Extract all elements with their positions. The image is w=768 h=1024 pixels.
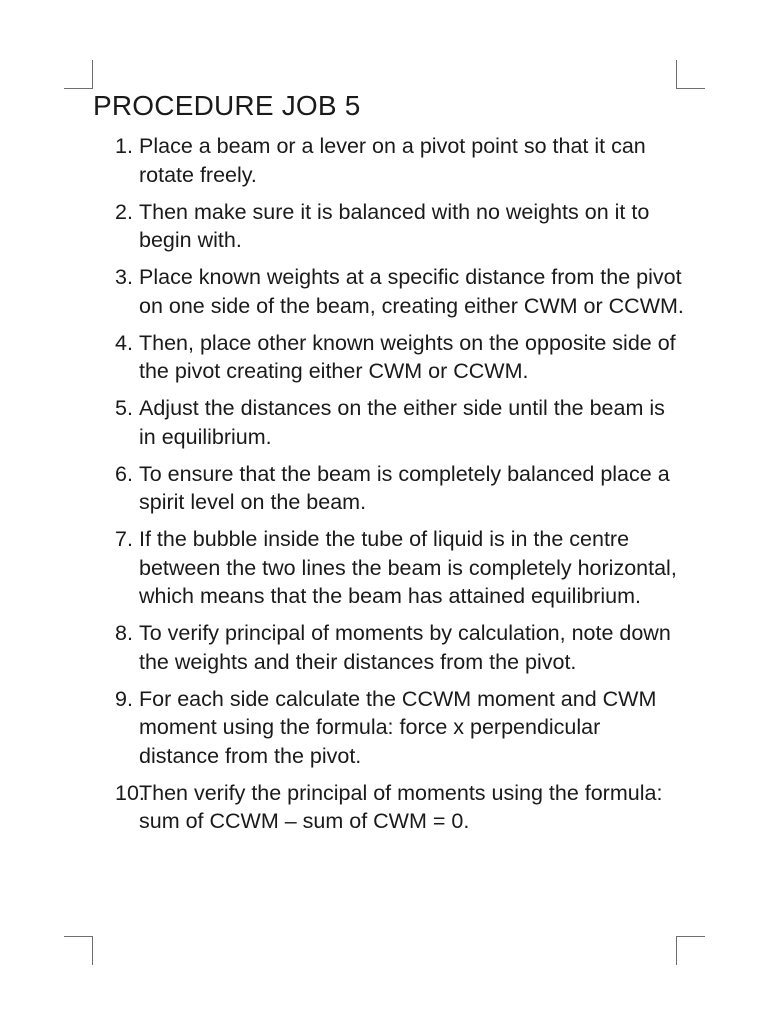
page-title: PROCEDURE JOB 5 <box>93 90 361 121</box>
procedure-step <box>115 460 685 517</box>
step-text: Then verify the principal of moments using the formula: sum of CCWM – sum of CWM = 0. <box>139 780 663 833</box>
crop-mark-bottom-left <box>64 936 93 965</box>
step-number: 9. <box>115 686 133 711</box>
step-text: Place known weights at a specific distance from the pivot on one side of the beam, creating either CWM or CCWM. <box>139 265 684 318</box>
procedure-steps-list <box>115 132 685 844</box>
procedure-step <box>115 132 685 189</box>
step-text: Then make sure it is balanced with no weights on it to begin with. <box>139 199 650 252</box>
procedure-step <box>115 329 685 386</box>
step-number: 3. <box>115 265 133 289</box>
step-number: 5. <box>115 396 133 420</box>
step-number: 7. <box>115 527 133 551</box>
step-text: For each side calculate the CCWM moment and CWM moment using the formula: force x perpendicular distance from the pivot. <box>139 686 657 768</box>
step-text: Adjust the distances on the either side until the beam is in equilibrium. <box>139 396 665 449</box>
step-number: 8. <box>115 621 133 645</box>
step-number: 1. <box>115 134 133 158</box>
step-text: If the bubble inside the tube of liquid is in the centre between the two lines the beam is completely horizontal, which means that the beam has attained equilibrium. <box>139 527 677 608</box>
step-text: To verify principal of moments by calculation, note down the weights and their distances from the pivot. <box>139 621 671 674</box>
step-number: 2. <box>115 199 133 224</box>
step-number: 10. <box>115 780 145 805</box>
procedure-step <box>115 779 685 836</box>
step-text: To ensure that the beam is completely balanced place a spirit level on the beam. <box>139 461 670 514</box>
procedure-step <box>115 525 685 611</box>
procedure-step <box>115 394 685 451</box>
crop-mark-top-left <box>64 60 93 89</box>
step-number: 4. <box>115 330 133 355</box>
crop-mark-bottom-right <box>676 936 705 965</box>
procedure-step <box>115 619 685 676</box>
step-number: 6. <box>115 461 133 486</box>
step-text: Then, place other known weights on the opposite side of the pivot creating either CWM or CCWM. <box>139 330 676 383</box>
procedure-step <box>115 263 685 320</box>
procedure-step <box>115 685 685 771</box>
step-text: Place a beam or a lever on a pivot point so that it can rotate freely. <box>139 134 646 187</box>
procedure-step <box>115 198 685 255</box>
crop-mark-top-right <box>676 60 705 89</box>
